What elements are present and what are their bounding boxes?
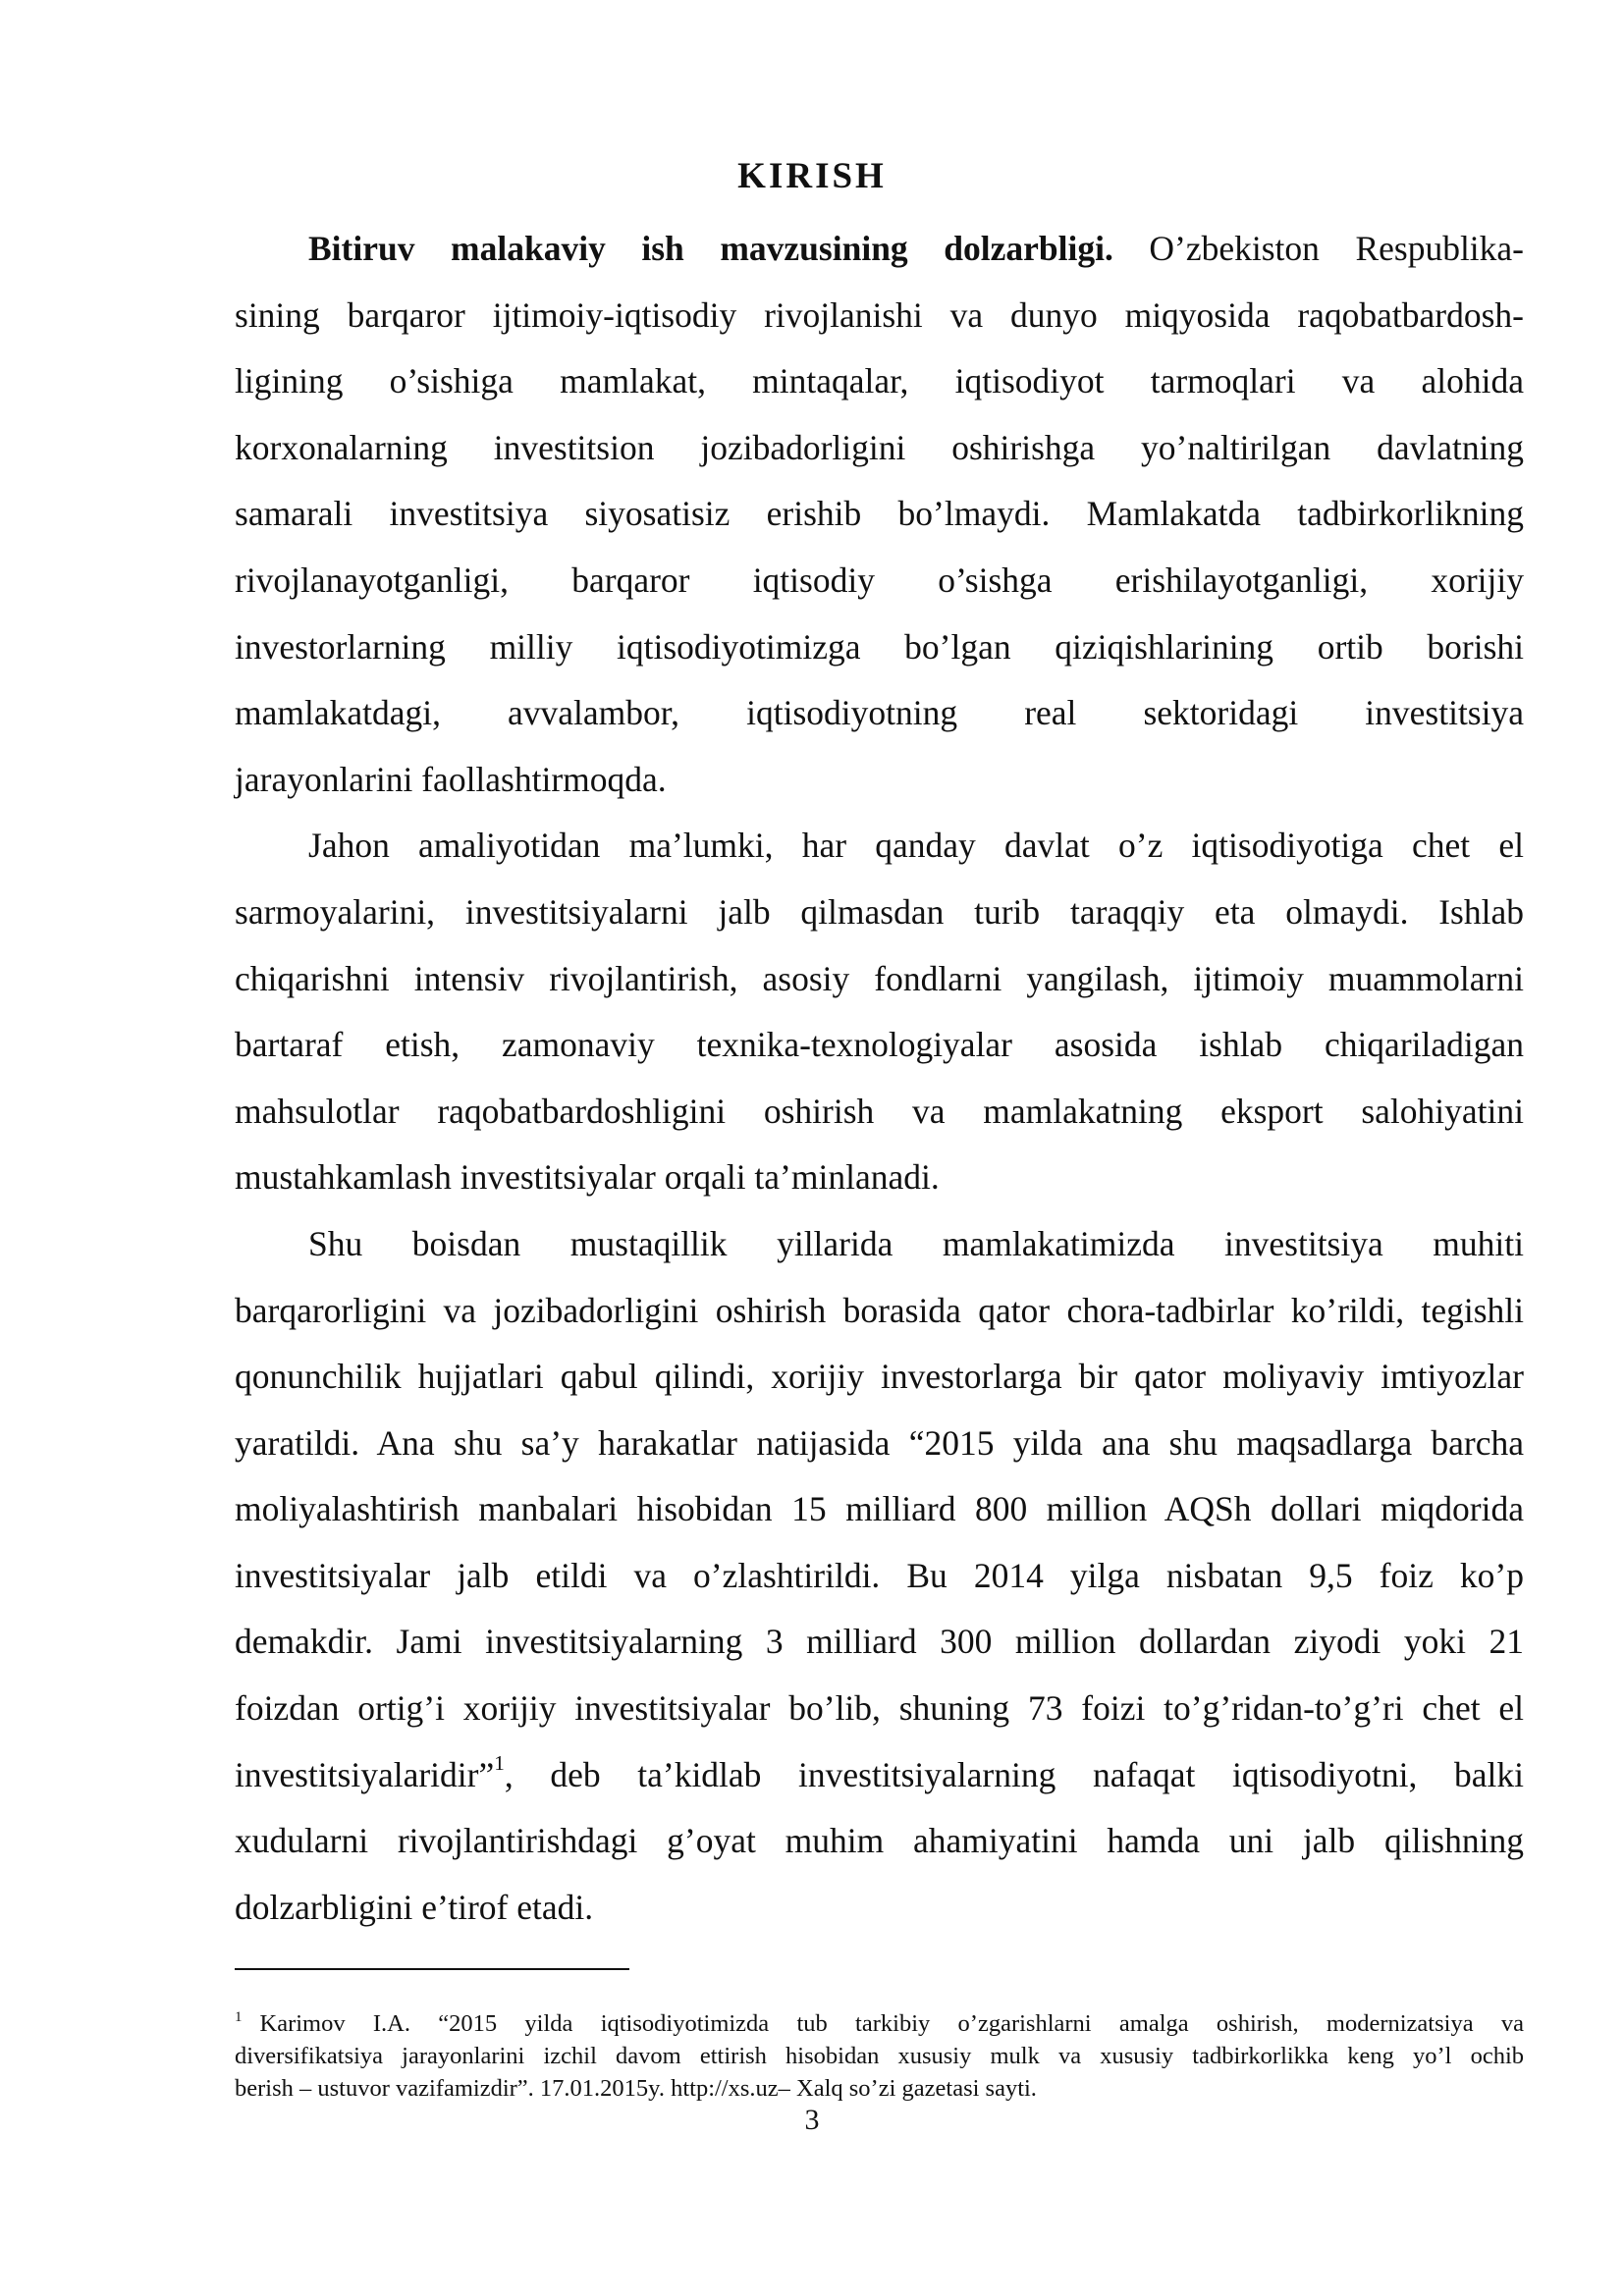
paragraph-3-line-10: xudularni rivojlantirishdagi g’oyat muhim ahamiyatini hamda uni jalb qilishning: [235, 1821, 1524, 1861]
footnote-line-1: [235, 2007, 1524, 2040]
paragraph-3-line-5: moliyalashtirish manbalari hisobidan 15 milliard 800 million AQSh dollari miqdorida: [235, 1489, 1524, 1529]
paragraph-2-line-2: sarmoyalarini, investitsiyalarni jalb qilmasdan turib taraqqiy eta olmaydi. Ishlab: [235, 891, 1524, 932]
paragraph-1-line-2: sining barqaror ijtimoiy-iqtisodiy rivojlanishi va dunyo miqyosida raqobatbardosh-: [235, 294, 1524, 335]
paragraph-1-line-1: [235, 216, 1524, 283]
paragraph-3-line-3: qonunchilik hujjatlari qabul qilindi, xorijiy investorlarga bir qator moliyaviy imtiyozlar: [235, 1357, 1524, 1397]
paragraph-1-line-9: jarayonlarini faollashtirmoqda.: [235, 759, 667, 799]
paragraph-3-line-4: yaratildi. Ana shu sa’y harakatlar natijasida “2015 yilda ana shu maqsadlarga barcha: [235, 1422, 1524, 1463]
paragraph-1-line-7: investorlarning milliy iqtisodiyotimizga bo’lgan qiziqishlarining ortib borishi: [235, 626, 1524, 667]
paragraph-2-line-5: mahsulotlar raqobatbardoshligini oshirish va mamlakatning eksport salohiyatini: [235, 1091, 1524, 1131]
paragraph-3-line-9: [235, 1742, 1524, 1809]
paragraph-3-line-7: demakdir. Jami investitsiyalarning 3 milliard 300 million dollardan ziyodi yoki 21: [235, 1622, 1524, 1662]
paragraph-2-line-3: chiqarishni intensiv rivojlantirish, asosiy fondlarni yangilash, ijtimoiy muammolarni: [235, 958, 1524, 998]
paragraph-3-line-9-text: , deb ta’kidlab investitsiyalarning nafaqat iqtisodiyotni, balki: [504, 1754, 1524, 1794]
footnote: [235, 2007, 1524, 2105]
paragraph-2-line-4: bartaraf etish, zamonaviy texnika-texnologiyalar asosida ishlab chiqariladigan: [235, 1025, 1524, 1065]
relevance-heading: Bitiruv malakaviy ish mavzusining dolzarbligi.: [308, 229, 1113, 268]
paragraph-1-line-3: ligining o’sishiga mamlakat, mintaqalar, iqtisodiyot tarmoqlari va alohida: [235, 361, 1524, 401]
paragraph-3-line-2: barqarorligini va jozibadorligini oshirish borasida qator chora-tadbirlar ko’rildi, tegishli: [235, 1290, 1524, 1330]
footnote-separator: [235, 1968, 629, 1970]
paragraph-3-line-6: investitsiyalar jalb etildi va o’zlashtirildi. Bu 2014 yilga nisbatan 9,5 foiz ko’p: [235, 1555, 1524, 1595]
paragraph-1-line-5: samarali investitsiya siyosatisiz erishib bo’lmaydi. Mamlakatda tadbirkorlikning: [235, 494, 1524, 534]
footnote-marker: 1: [235, 2009, 243, 2025]
paragraph-1-line-4: korxonalarning investitsion jozibadorligini oshirishga yo’naltirilgan davlatning: [235, 427, 1524, 467]
paragraph-2-line-1: Jahon amaliyotidan ma’lumki, har qanday davlat o’z iqtisodiyotiga chet el: [308, 826, 1524, 866]
page-number: 3: [804, 2104, 820, 2136]
paragraph-3-line-1: Shu boisdan mustaqillik yillarida mamlakatimizda investitsiya muhiti: [308, 1223, 1524, 1263]
footnote-line-3: berish – ustuvor vazifamizdir”. 17.01.2015y. http://xs.uz– Xalq so’zi gazetasi sayti.: [235, 2075, 1037, 2102]
section-title: KIRISH: [737, 156, 887, 196]
quote-end-text: investitsiyalaridir”: [235, 1754, 495, 1794]
paragraph-3-line-11: dolzarbligini e’tirof etadi.: [235, 1887, 594, 1927]
footnote-reference[interactable]: 1: [494, 1750, 505, 1775]
paragraph-1-line-6: rivojlanayotganligi, barqaror iqtisodiy o’sishga erishilayotganligi, xorijiy: [235, 560, 1524, 600]
footnote-line-2: diversifikatsiya jarayonlarini izchil davom ettirish hisobidan xususiy mulk va xususiy tadbirkorlikka keng yo’l ochib: [235, 2043, 1524, 2069]
paragraph-1-line-8: mamlakatdagi, avvalambor, iqtisodiyotning real sektoridagi investitsiya: [235, 693, 1524, 733]
footnote-line-1-text: Karimov I.A. “2015 yilda iqtisodiyotimizda tub tarkibiy o’zgarishlarni amalga oshirish, modernizatsiya va: [259, 2010, 1524, 2037]
paragraph-3-line-8: foizdan ortig’i xorijiy investitsiyalar bo’lib, shuning 73 foizi to’g’ridan-to’g’ri chet el: [235, 1688, 1524, 1729]
paragraph-1-line-1-text: O’zbekiston Respublika-: [1112, 229, 1524, 268]
body-text: [235, 216, 1524, 1941]
paragraph-2-line-6: mustahkamlash investitsiyalar orqali ta’minlanadi.: [235, 1157, 940, 1198]
